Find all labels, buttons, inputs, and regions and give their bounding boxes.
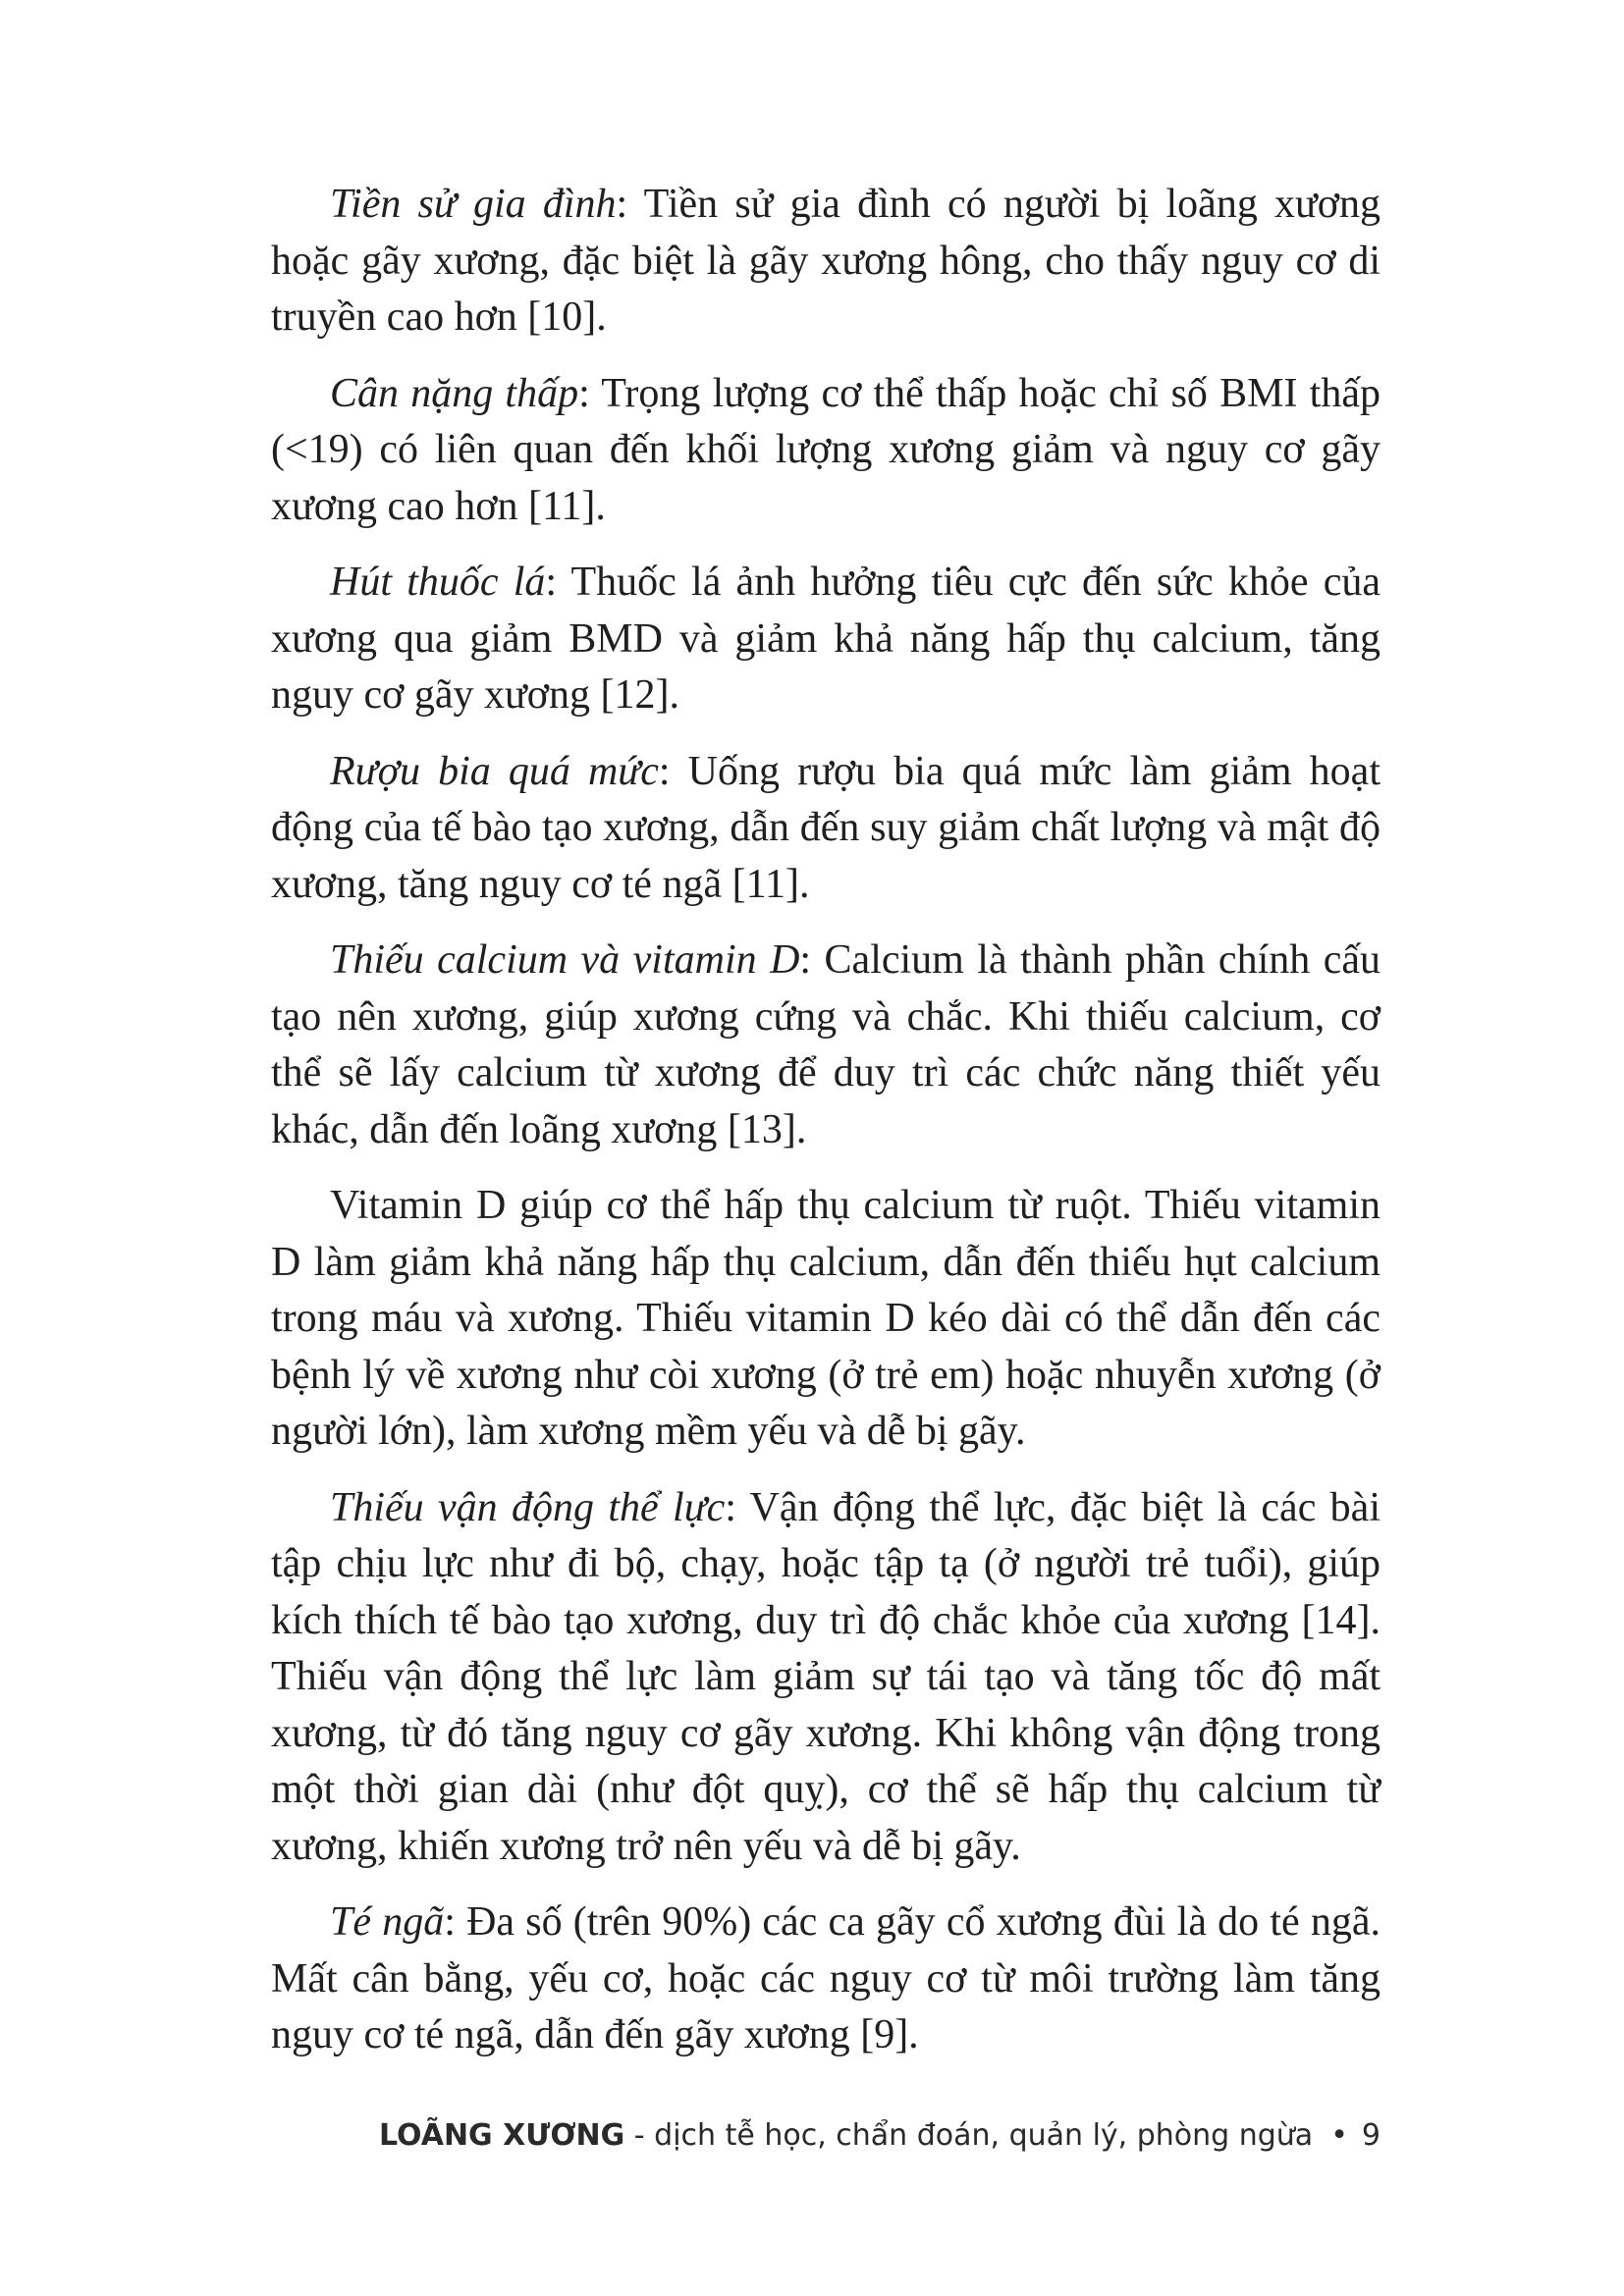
running-footer [379, 2118, 1380, 2153]
text-falls: : Đa số (trên 90%) các ca gãy cổ xương đùi là do té ngã. Mất cân bằng, yếu cơ, hoặc các nguy cơ từ môi trường làm tăng nguy cơ té ngã, dẫn đến gãy xương [9]. [271, 1899, 1381, 2057]
paragraph-alcohol [271, 744, 1380, 914]
footer-bullet: • [1330, 2118, 1348, 2153]
paragraph-family-history [271, 177, 1380, 347]
paragraph-physical-inactivity [271, 1480, 1380, 1876]
text-alcohol: : Uống rượu bia quá mức làm giảm hoạt động của tế bào tạo xương, dẫn đến suy giảm chất lượng và mật độ xương, tăng nguy cơ té ngã [11]. [271, 748, 1380, 907]
paragraph-vitamin-d [271, 1178, 1380, 1461]
footer-book-title: LOÃNG XƯƠNG [378, 2118, 625, 2153]
term-physical-inactivity: Thiếu vận động thể lực [330, 1484, 726, 1530]
text-calcium-vitamin-d: : Calcium là thành phần chính cấu tạo nên xương, giúp xương cứng và chắc. Khi thiếu calcium, cơ thể sẽ lấy calcium từ xương để duy trì các chức năng thiết yếu khác, dẫn đến loãng xương [13]. [271, 937, 1380, 1152]
paragraph-smoking [271, 555, 1380, 724]
footer-book-subtitle: - dịch tễ học, chẩn đoán, quản lý, phòng ngừa [624, 2118, 1314, 2153]
text-vitamin-d: Vitamin D giúp cơ thể hấp thụ calcium từ ruột. Thiếu vitamin D làm giảm khả năng hấp thụ calcium, dẫn đến thiếu hụt calcium trong máu và xương. Thiếu vitamin D kéo dài có thể dẫn đến các bệnh lý về xương như còi xương (ở trẻ em) hoặc nhuyễn xương (ở người lớn), làm xương mềm yếu và dễ bị gãy. [271, 1183, 1380, 1454]
term-alcohol: Rượu bia quá mức [330, 748, 659, 794]
paragraph-low-weight [271, 366, 1380, 536]
term-family-history: Tiền sử gia đình [330, 182, 617, 227]
term-calcium-vitamin-d: Thiếu calcium và vitamin D [330, 937, 800, 983]
paragraph-falls [271, 1895, 1380, 2064]
text-low-weight: : Trọng lượng cơ thể thấp hoặc chỉ số BMI thấp (<19) có liên quan đến khối lượng xương giảm và nguy cơ gãy xương cao hơn [11]. [271, 370, 1380, 529]
text-physical-inactivity: : Vận động thể lực, đặc biệt là các bài tập chịu lực như đi bộ, chạy, hoặc tập tạ (ở người trẻ tuổi), giúp kích thích tế bào tạo xương, duy trì độ chắc khỏe của xương [14]. Thiếu vận động thể lực làm giảm sự tái tạo và tăng tốc độ mất xương, từ đó tăng nguy cơ gãy xương. Khi không vận động trong một thời gian dài (như đột quỵ), cơ thể sẽ hấp thụ calcium từ xương, khiến xương trở nên yếu và dễ bị gãy. [271, 1484, 1380, 1869]
paragraph-calcium-vitamin-d [271, 933, 1380, 1158]
page-body [271, 177, 1380, 2084]
term-smoking: Hút thuốc lá [330, 560, 546, 605]
text-family-history: : Tiền sử gia đình có người bị loãng xương hoặc gãy xương, đặc biệt là gãy xương hông, cho thấy nguy cơ di truyền cao hơn [10]. [271, 182, 1380, 340]
term-falls: Té ngã [330, 1899, 445, 1945]
term-low-weight: Cân nặng thấp [330, 370, 579, 416]
text-smoking: : Thuốc lá ảnh hưởng tiêu cực đến sức khỏe của xương qua giảm BMD và giảm khả năng hấp thụ calcium, tăng nguy cơ gãy xương [12]. [271, 560, 1380, 718]
page-number: 9 [1361, 2118, 1380, 2153]
